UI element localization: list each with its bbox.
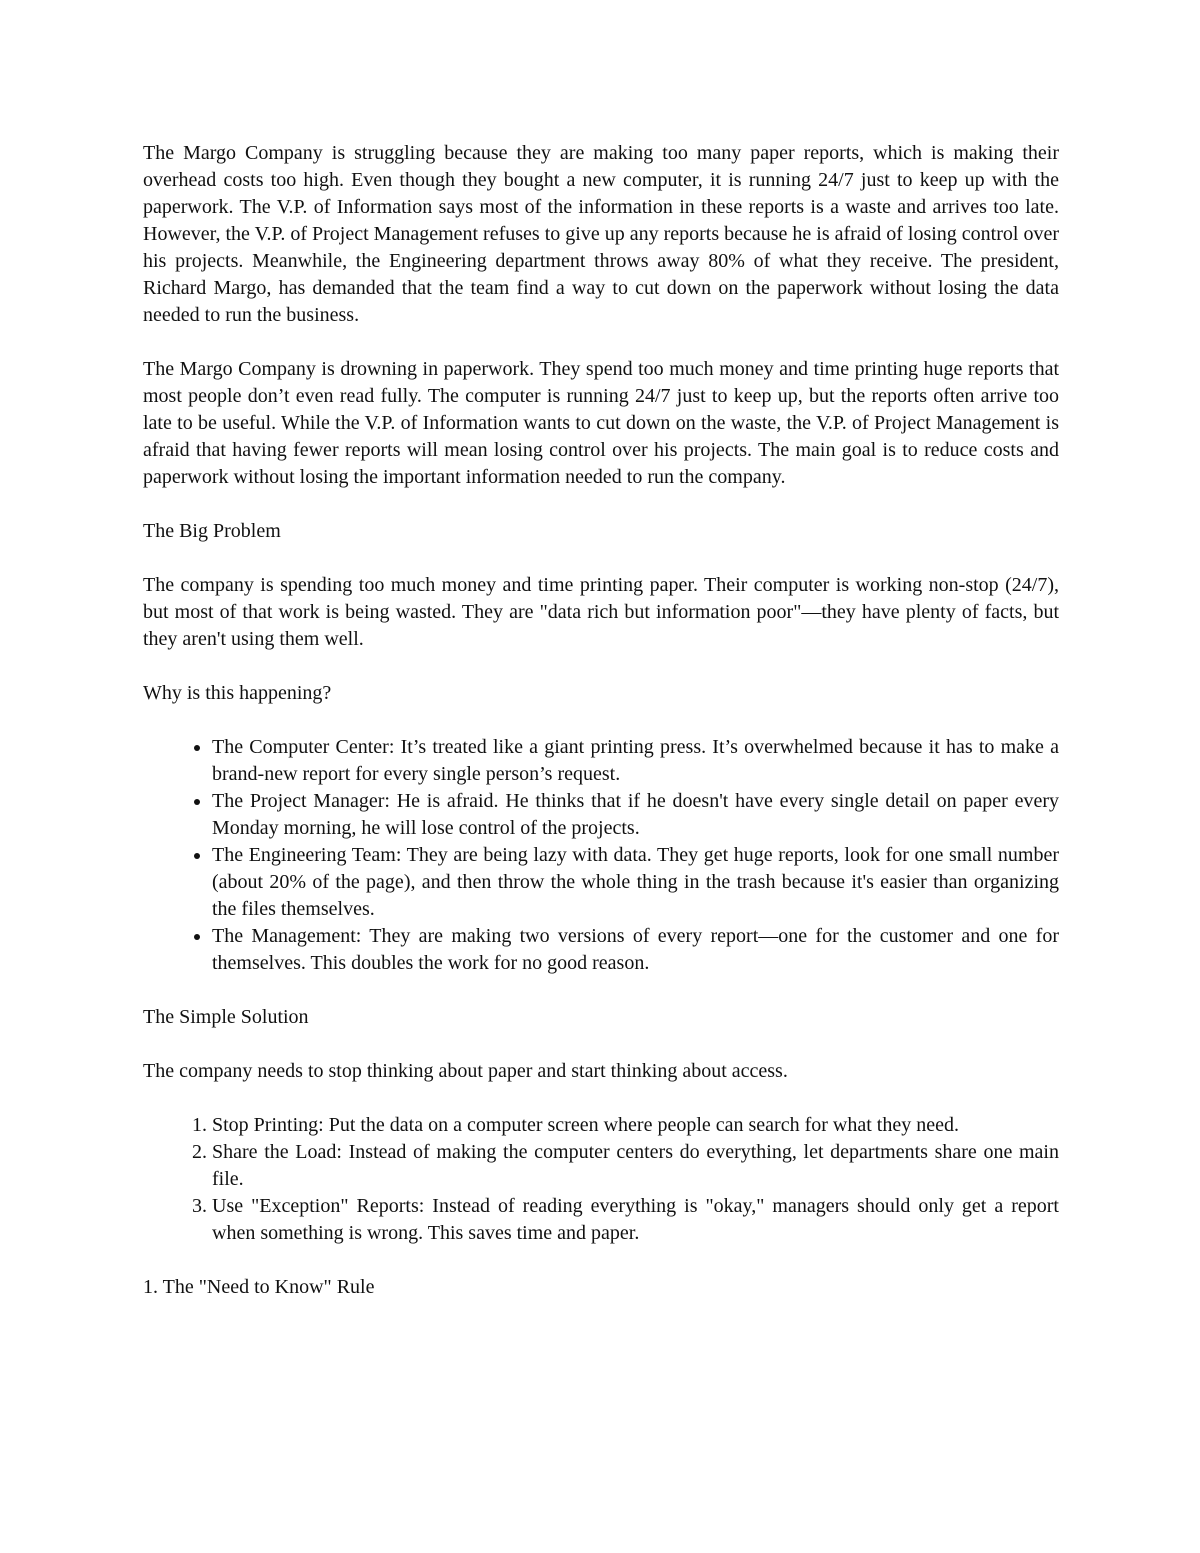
simple-solution-paragraph: The company needs to stop thinking about paper and start thinking about access. xyxy=(143,1060,788,1082)
reason-item-management: • The Management: They are making two versions of every report—one for the customer and one for themselves. This doubles the work for no good reason. xyxy=(212,923,1059,977)
intro-paragraph-2: The Margo Company is drowning in paperwork. They spend too much money and time printing huge reports that most people don’t even read fully. The computer is running 24/7 just to keep up, but the reports often arrive too late to be useful. While the V.P. of Information wants to cut down on the waste, the V.P. of Project Management is afraid that having fewer reports will mean losing control over his projects. The main goal is to reduce costs and paperwork without losing the important information needed to run the company. xyxy=(143,358,1059,488)
reason-item-engineering-team: • The Engineering Team: They are being lazy with data. They get huge reports, look for one small number (about 20% of the page), and then throw the whole thing in the trash because it's easier than organizing the files themselves. xyxy=(212,842,1059,923)
solution-item-share-load: 2. Share the Load: Instead of making the computer centers do everything, let departments share one main file. xyxy=(212,1139,1059,1193)
solutions-list xyxy=(143,1112,1059,1247)
solution-item-exception-reports: 3. Use "Exception" Reports: Instead of reading everything is "okay," managers should only get a report when something is wrong. This saves time and paper. xyxy=(212,1193,1059,1247)
big-problem-heading: The Big Problem xyxy=(143,520,281,542)
solution-item-stop-printing: 1. Stop Printing: Put the data on a computer screen where people can search for what they need. xyxy=(212,1112,1059,1139)
big-problem-paragraph: The company is spending too much money and time printing paper. Their computer is working non-stop (24/7), but most of that work is being wasted. They are "data rich but information poor"—they have plenty of facts, but they aren't using them well. xyxy=(143,574,1059,650)
simple-solution-heading: The Simple Solution xyxy=(143,1006,309,1028)
need-to-know-heading: 1. The "Need to Know" Rule xyxy=(143,1276,375,1298)
reason-item-project-manager: • The Project Manager: He is afraid. He thinks that if he doesn't have every single detail on paper every Monday morning, he will lose control of the projects. xyxy=(212,788,1059,842)
reasons-list xyxy=(143,734,1059,977)
intro-paragraph-1: The Margo Company is struggling because they are making too many paper reports, which is making their overhead costs too high. Even though they bought a new computer, it is running 24/7 just to keep up with the paperwork. The V.P. of Information says most of the information in these reports is a waste and arrives too late. However, the V.P. of Project Management refuses to give up any reports because he is afraid of losing control over his projects. Meanwhile, the Engineering department throws away 80% of what they receive. The president, Richard Margo, has demanded that the team find a way to cut down on the paperwork without losing the data needed to run the business. xyxy=(143,142,1059,326)
why-heading: Why is this happening? xyxy=(143,682,332,704)
document-page xyxy=(143,140,1059,1328)
reason-item-computer-center: • The Computer Center: It’s treated like a giant printing press. It’s overwhelmed because it has to make a brand-new report for every single person’s request. xyxy=(212,734,1059,788)
